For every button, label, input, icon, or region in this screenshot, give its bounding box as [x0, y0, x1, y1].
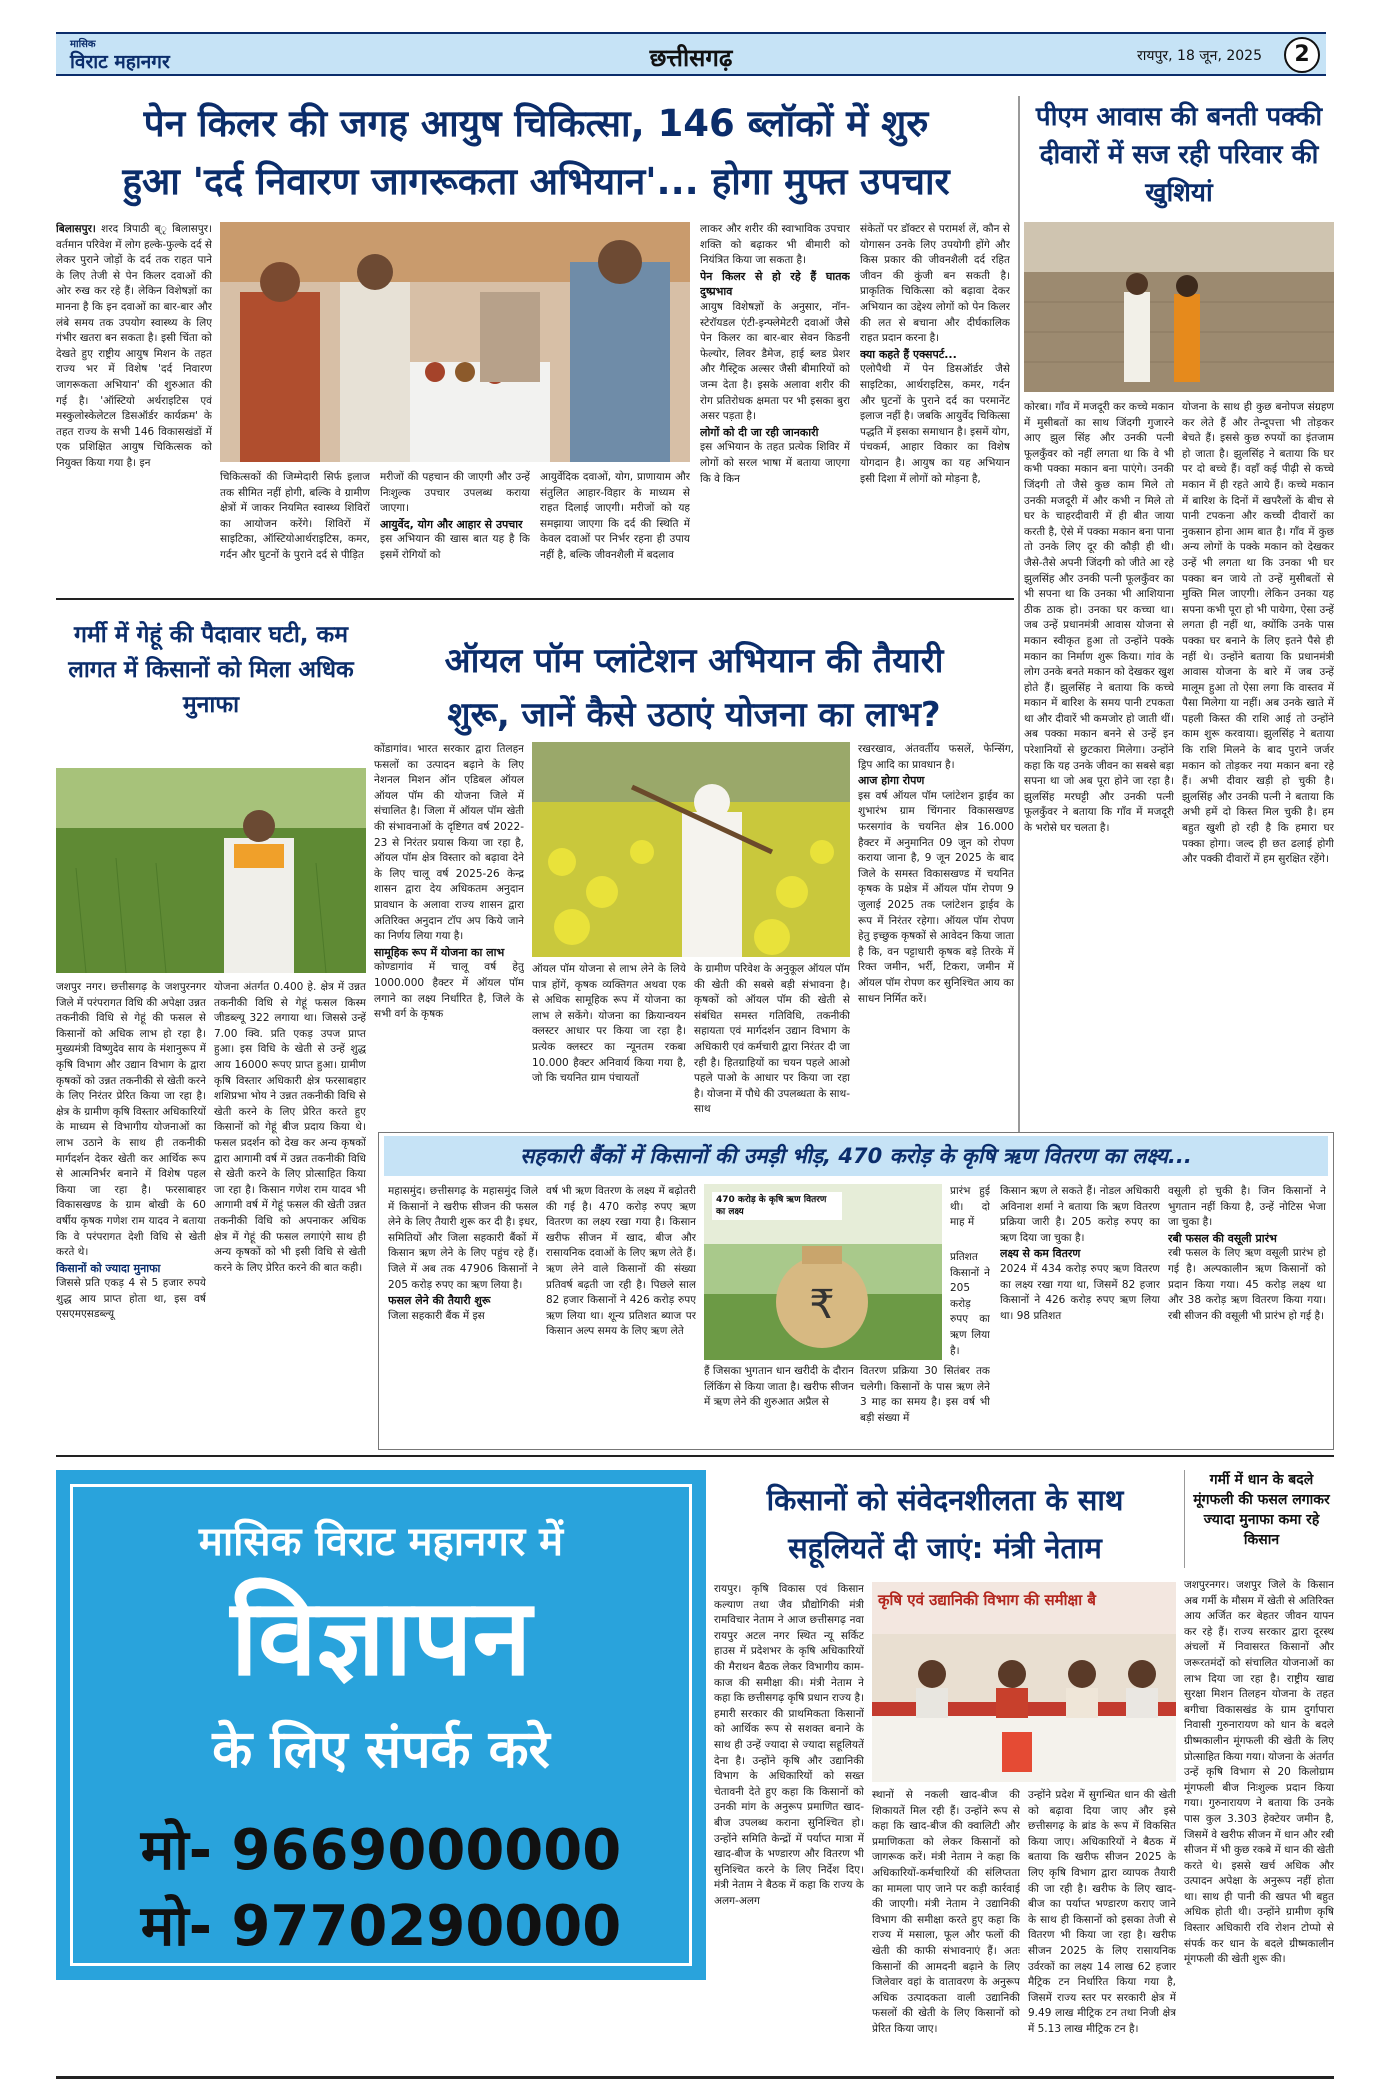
ad-phone-1[interactable]: मो- 9669000000	[140, 1818, 622, 1883]
a3-col1-text: जशपुर नगर। छत्तीसगढ़ के जशपुरनगर जिले में परंपरागत विधि की अपेक्षा उन्नत तकनीकी विधि से गेहूं की फसल से किसानों को अधिक लाभ हो रहा है। मुख्यमंत्री विष्णुदेव साय के मंशानुरूप में कृषि विभाग और उद्यान विभाग के द्वारा कृषकों को उन्नत तकनीकी से खेती करने के लिए निरंतर प्रेरित किया जा रहा है। क्षेत्र के ग्रामीण कृषि विस्तार अधिकारियों के माध्यम से विभागीय योजनाओं का लाभ उठाने के साथ ही तकनीकी मार्गदर्शन देकर खेती कर आर्थिक रूप से आत्मनिर्भर बनाने में विशेष पहल किया जा रहा है। फरसाबाहर विकासखण्ड के ग्राम बोखी के 60 वर्षीय कृषक गणेश राम यादव ने बताया कि वे परंपरागत देशी विधि से खेती करते थे।	[56, 981, 206, 1259]
a5-col4b-text: 2024 में 434 करोड़ रुपए ऋण वितरण का लक्ष्य रखा गया था, जिसमें 82 हजार किसानों ने 426 करोड़ रुपए ऋण लिया था। 98 प्रतिशत	[1000, 1262, 1160, 1322]
a4-col1-text: कोंडागांव। भारत सरकार द्वारा तिलहन फसलों का उत्पादन बढ़ाने के लिए नेशनल मिशन ऑन एडिबल ऑयल ऑयल पॉम की योजना जिले में संचालित है। जिला में ऑयल पॉम खेती की संभावनाओं के दृष्टिगत वर्ष 2022-23 से निरंतर प्रयास किया जा रहा है, ऑयल पॉम क्षेत्र विस्तार को बढ़ावा देने के लिए चालू वर्ष 2025-26 केन्द्र शासन द्वारा देय अधिकतम अनुदान प्रावधान के अलावा राज्य शासन द्वारा अतिरिक्त अनुदान टॉप अप किये जाने का निर्णय लिया गया है।	[374, 743, 524, 943]
a5-col4-subhead: लक्ष्य से कम वितरण	[1000, 1247, 1081, 1261]
a1-headline-1: पेन किलर की जगह आयुष चिकित्सा, 146 ब्लॉकों में शुरु	[143, 102, 929, 145]
a5-col1-text: महासमुंद। छत्तीसगढ़ के महासमुंद जिले में किसानों ने खरीफ सीजन की फसल लेने के लिए तैयारी शुरू कर दी है। इधर, समितियों और जिला सहकारी बैंकों में किसान ऋण लेने के लिए पहुंच रहे हैं। जिले में अब तक 47906 किसानों ने 205 करोड़ रुपए का ऋण लिया है।	[388, 1185, 538, 1291]
a1-headline-2: हुआ 'दर्द निवारण जागरूकता अभियान'... होगा मुफ्त उपचार	[122, 160, 950, 203]
a5-col3b: प्रतिशत किसानों ने 205 करोड़ रुपए का ऋण लिया है।	[950, 1251, 990, 1357]
a1-col2: चिकित्सकों की जिम्मेदारी सिर्फ इलाज तक सीमित नहीं होगी, बल्कि वे ग्रामीण क्षेत्रों में जाकर नियमित स्वास्थ्य शिविरों का आयोजन करेंगे। शिविरों में साइटिका, ऑस्टियोआर्थराइटिस, कमर, गर्दन और घुटनों के पुराने दर्द से पीड़ित	[220, 471, 370, 561]
divider-a1-bottom	[56, 598, 1014, 600]
ad-box	[56, 1470, 706, 1980]
a2-col1: कोरबा। गाँव में मजदूरी कर कच्चे मकान में मुसीबतों का साथ जिंदगी गुजारने आए झुल सिंह और उनकी पत्नी फूलकुँवर को नहीं लगता था कि वे भी कभी पक्का मकान बना पाएंगे। उनकी जिंदगी तो जैसे कुछ काम मिले तो उनकी मजदूरी में और कभी न मिले तो घर के चाहरदीवारी में ही बीत जाया करती है, ऐसे में पक्का मकान बना पाना तो उनके लिए दूर की कौड़ी ही थी। जैसे-तैसे अपनी जिंदगी को जीते आ रहे झुलसिंह और उनकी पत्नी फूलकुँवर का भी सपना था कि उनका भी आशियाना ठीक ठाक हो। उनका घर कच्चा था। जब उन्हें प्रधानमंत्री आवास योजना से मकान स्वीकृत हुआ तो उन्होंने पक्के मकान का निर्माण शुरू किया। गांव के लोग उनके बनते मकान को देखकर खुश होते हैं। झुलसिंह ने बताया कि कच्चे मकान में बारिश के समय पानी टपकता था और दीवारें भी कमजोर हो जाती थीं। अब पक्का मकान बनने से उन्हें इन परेशानियों से छुटकारा मिलेगा। उन्होंने कहा कि यह उनके जीवन का सबसे बड़ा सपना था जो अब पूरा होने जा रहा है। झुलसिंह मरघट्टी और उनकी पत्नी फूलकुँवर ने बताया कि गाँव में मजदूरी के भरोसे घर चलता है।	[1024, 401, 1174, 835]
divider-right-column	[1018, 96, 1020, 1156]
a1-col4: आयुर्वेदिक दवाओं, योग, प्राणायाम और संतुलित आहार-विहार के माध्यम से राहत दिलाई जाएगी। मरीजों को यह समझाया जाएगा कि दर्द की स्थिति में केवल दवाओं पर निर्भर रहना ही उपाय नहीं है, बल्कि जीवनशैली में बदलाव	[540, 471, 690, 561]
a4-headline-1: ऑयल पॉम प्लांटेशन अभियान की तैयारी	[444, 641, 944, 681]
masthead-kicker: मासिक	[70, 39, 96, 50]
divider-bottom	[56, 2076, 1334, 2079]
a2-col2: योजना के साथ ही कुछ बनोपज संग्रहण कर लेते हैं और तेन्दूपत्ता भी तोड़कर बेचते हैं। इससे कुछ रुपयों का इंतजाम हो जाता है। झुलसिंह ने बताया कि घर पर दो बच्चे हैं। वहाँ कई पीढ़ी से कच्चे मकान में ही रहते आये हैं। कच्चे मकान में बारिश के दिनों में खपरैलों के बीच से पानी टपकना और कच्ची दीवारों का नुकसान होना आम बात है। गाँव में कुछ अन्य लोगों के पक्के मकान को देखकर उन्हें भी लगता था कि उनका भी घर पक्का बन जाये तो उन्हें मुसीबतों से मुक्ति मिल जाएगी। लेकिन उनका यह सपना कभी पूरा हो भी पायेगा, ऐसा उन्हें लगता ही नहीं था, क्योंकि उनके पास पक्का घर बनाने के लिए इतने पैसे ही नहीं थे। उन्होंने बताया कि प्रधानमंत्री आवास योजना के बारे में जब उन्हें मालूम हुआ तो ऐसा लगा कि वास्तव में पैसा मिलेगा या नहीं। अब उनके खाते में पहली किस्त की राशि आई तो उन्होंने काम शुरू करवाया। झुलसिंह ने बताया कि राशि मिलने के बाद पुराने जर्जर मकान को तोड़कर नया मकान बना रहे हैं। अभी दीवार खड़ी हो चुकी है। झुलसिंह और उनकी पत्नी ने बताया कि अभी हमें दो किस्त मिल चुकी है। हम बहुत खुशी हो रही है कि हमारा घर पक्का होगा। जल्द ही छत ढलाई होगी और पक्की दीवारों में हम सुरक्षित रहेंगे।	[1182, 401, 1334, 866]
a6-col1: रायपुर। कृषि विकास एवं किसान कल्याण तथा जैव प्रौद्योगिकी मंत्री रामविचार नेताम ने आज छत्तीसगढ़ नवा रायपुर अटल नगर स्थित न्यू सर्किट हाउस में प्रदेशभर के कृषि अधिकारियों की मैराथन बैठक लेकर विभागीय काम-काज की समीक्षा की। मंत्री नेताम ने कहा कि छत्तीसगढ़ कृषि प्रधान राज्य है। हमारी सरकार की प्राथमिकता किसानों को आर्थिक रूप से सशक्त बनाने के साथ ही उन्हें ज्यादा से ज्यादा सहूलियतें देना है। उन्होंने कृषि और उद्यानिकी विभाग के अधिकारियों को सख्त चेतावनी देते हुए कहा कि किसानों को उनकी मांग के अनुरूप प्रमाणित खाद-बीज उपलब्ध कराना सुनिश्चित हो। उन्होंने समिति केन्द्रों में पर्याप्त मात्रा में खाद-बीज के भण्डारण और वितरण भी सुनिश्चित करने के लिए निर्देश दिए। मंत्री नेताम ने बैठक में कहा कि राज्य के अलग-अलग	[714, 1583, 864, 1907]
a3-col2: योजना अंतर्गत 0.400 हे. क्षेत्र में उन्नत तकनीकी विधि से गेहूं फसल किस्म जीडब्ल्यू 322 लगाया था। जिससे उन्हें 7.00 क्वि. प्रति एकड़ उपज प्राप्त हुआ। इस विधि के खेती से उन्हें शुद्ध आय 16000 रूपए प्राप्त हुआ। ग्रामीण कृषि विस्तार अधिकारी क्षेत्र फरसाबहार शशिप्रभा भोय ने उन्नत तकनीकी विधि से खेती करने के लिए प्रेरित करते हुए किसानों को गेहूं बीज प्रदाय किया थे। फसल प्रदर्शन को देख कर अन्य कृषकों द्वारा आगामी वर्ष में उन्नत तकनीकी विधि से खेती करने के लिए प्रोत्साहित किया जा रहा है। किसान गणेश राम यादव भी आगामी वर्ष में गेहूं फसल की खेती उन्नत तकनीकी विधि को अपनाकर अधिक क्षेत्र में गेहूं की फसल लगाएंगे साथ ही अन्य कृषकों को भी इसी विधि से खेती करने के लिए प्रेरित करने की बात कही।	[214, 981, 366, 1274]
a5-col1-subhead: फसल लेने की तैयारी शुरू	[388, 1294, 491, 1308]
a5-photo-caption: 470 करोड़ के कृषि ऋण वितरण का लक्ष्य	[712, 1192, 842, 1220]
divider-middle	[56, 1455, 1334, 1457]
a3-col1-subhead: किसानों को ज्यादा मुनाफा	[56, 1261, 161, 1275]
a1-col5-subhead-2: लोगों को दी जा रही जानकारी	[700, 425, 819, 439]
a5-col1b-text: जिला सहकारी बैंक में इस	[388, 1309, 485, 1322]
a5-col2: वर्ष भी ऋण वितरण के लक्ष्य में बढ़ोतरी की गई है। 470 करोड़ रुपए ऋण वितरण का लक्ष्य रखा गया है। किसान खरीफ सीजन में खाद, बीज और रासायनिक दवाओं के लिए ऋण लेते हैं। ऋण लेने वाले किसानों की संख्या प्रतिवर्ष बढ़ती जा रही है। पिछले साल 82 हजार किसानों ने 426 करोड़ रुपए ऋण लिया था। शून्य प्रतिशत ब्याज पर किसान अल्प समय के लिए ऋण लेते	[546, 1185, 696, 1338]
a4-headline-2: शुरू, जानें कैसे उठाएं योजना का लाभ?	[447, 695, 941, 735]
a5-col3a: प्रारंभ हुई थी। दो माह में	[950, 1185, 990, 1229]
issue-date: रायपुर, 18 जून, 2025	[1136, 48, 1262, 64]
a4-photo-oilpalm-field	[532, 742, 850, 957]
a5-headline: सहकारी बैंकों में किसानों की उमड़ी भीड़, 470 करोड़ के कृषि ऋण वितरण का लक्ष्य...	[520, 1144, 1192, 1168]
a4-col4-subhead: आज होगा रोपण	[858, 774, 925, 788]
a2-photo-house	[1024, 222, 1334, 392]
a7-headline: गर्मी में धान के बदले मूंगफली की फसल लगाकर ज्यादा मुनाफा कमा रहे किसान	[1193, 1472, 1330, 1548]
a1-col1	[56, 222, 212, 587]
a4-col3: के ग्रामीण परिवेश के अनुकूल ऑयल पॉम की खेती की सबसे बड़ी संभावना है। कृषकों को ऑयल पॉम की खेती से संबंधित समस्त गतिविधि, तकनीकी सहायता एवं मार्गदर्शन उद्यान विभाग के अधिकारी एवं कर्मचारी द्वारा निरंतर दी जा रही है। हितग्राहियों का चयन पहले आओ पहले पाओ के आधार पर किया जा रहा है। योजना में पौधे की उपलब्धता के साथ-साथ	[694, 963, 850, 1116]
a1-col5b-text: आयुष विशेषज्ञों के अनुसार, नॉन-स्टेरॉयडल एंटी-इन्फ्लेमेटरी दवाओं जैसे पेन किलर का बार-बार सेवन किडनी फेल्योर, लिवर डैमेज, हाई ब्लड प्रेशर और गैस्ट्रिक अल्सर जैसी बीमारियों को जन्म देता है। इसके अलावा शरीर की रोग प्रतिरोधक क्षमता पर भी इसका बुरा असर पड़ता है।	[700, 300, 850, 423]
ad-line-2: के लिए संपर्क करे	[212, 1720, 550, 1780]
ad-big-word: विज्ञापन	[230, 1576, 532, 1699]
a4-col2: ऑयल पॉम योजना से लाभ लेने के लिये पात्र होंगें, कृषक व्यक्तिगत अथवा एक से अधिक सामूहिक रूप में योजना का लाभ ले सकेंगे। योजना का क्रियान्वयन क्लस्टर आधार पर किया जा रहा है। प्रत्येक क्लस्टर का न्यूनतम रकबा 10.000 हैक्टर अनिवार्य किया गया है, जो कि चयनित ग्राम पंचायतों	[532, 963, 686, 1085]
a5-col5	[1168, 1184, 1326, 1442]
a6-headline-2: सहूलियतें दी जाएं: मंत्री नेताम	[788, 1531, 1102, 1565]
a6-photo-meeting	[872, 1582, 1176, 1782]
a1-col3b-text: इस अभियान की खास बात यह है कि इसमें रोगियों को	[380, 533, 530, 561]
a1-col5-subhead: पेन किलर से हो रहे हैं घातक दुष्प्रभाव	[700, 269, 850, 299]
a4-col4-text: रखरखाव, अंतवर्तीय फसलें, फेन्सिंग, ड्रिप आदि का प्रावधान है।	[858, 743, 1014, 771]
a5-col5-subhead: रबी फसल की वसूली प्रारंभ	[1168, 1231, 1277, 1245]
a5-col3d: वितरण प्रक्रिया 30 सितंबर तक चलेगी। किसानों के पास ऋण लेने 3 माह का समय है। इस वर्ष भी बड़ी संख्या में	[860, 1365, 990, 1424]
a5-col4	[1000, 1184, 1160, 1442]
a3-photo-wheat-farmer	[56, 768, 366, 973]
a6-headline-1: किसानों को संवेदनशीलता के साथ	[766, 1483, 1124, 1517]
masthead-bar	[56, 32, 1326, 76]
a1-col3	[380, 470, 530, 588]
a1-col5	[700, 222, 850, 587]
a7-headline-box	[1184, 1470, 1334, 1568]
a1-col5c-text: इस अभियान के तहत प्रत्येक शिविर में लोगों को सरल भाषा में बताया जाएगा कि वे किन	[700, 441, 850, 485]
a5-col4-text: किसान ऋण ले सकते हैं। नोडल अधिकारी अविनाश शर्मा ने बताया कि ऋण वितरण प्रक्रिया जारी है। 205 करोड़ रुपए का ऋण दिया जा चुका है।	[1000, 1185, 1160, 1244]
a1-col6-text: संकेतों पर डॉक्टर से परामर्श लें, कौन से योगासन उनके लिए उपयोगी होंगे और किस प्रकार की जीवनशैली दर्द रहित जीवन की कुंजी बन सकती है। प्राकृतिक चिकित्सा को बढ़ावा देकर अभियान का उद्देश्य लोगों को पेन किलर की लत से बचाना और दीर्घकालिक राहत प्रदान करना है।	[860, 223, 1010, 345]
page-number: 2	[1284, 37, 1320, 73]
svg-text:₹: ₹	[809, 1282, 835, 1328]
a5-col3c: हैं जिसका भुगतान धान खरीदी के दौरान लिंकिंग से किया जाता है। खरीफ सीजन में ऋण लेने की शुरुआत अप्रैल से	[704, 1365, 854, 1409]
a6-col3: उन्होंने प्रदेश में सुगन्धित धान की खेती को बढ़ावा दिया जाए और इसे छत्तीसगढ़ के ब्रांड के रूप में विकसित किया जाए। अधिकारियों ने बैठक में बताया कि खरीफ सीजन 2025 के लिए कृषि विभाग द्वारा व्यापक तैयारी की जा रही है। खरीफ के लिए खाद-बीज का पर्याप्त भण्डारण कराए जाने के साथ ही किसानों को इसका तेजी से वितरण भी किया जा रहा है। खरीफ सीजन 2025 के लिए रासायनिक उर्वरकों का लक्ष्य 14 लाख 62 हजार मैट्रिक टन निर्धारित किया गया है, जिसमें राज्य स्तर पर सरकारी क्षेत्र में 9.49 लाख मीट्रिक टन तथा निजी क्षेत्र में 5.13 लाख मीट्रिक टन है।	[1028, 1789, 1176, 2035]
a1-col6	[860, 222, 1010, 587]
a1-col1-lead: बिलासपुर।	[56, 223, 96, 235]
ad-line-1: मासिक विराट महानगर में	[198, 1519, 564, 1565]
a1-photo-health-camp	[220, 222, 690, 462]
a5-photo-money-bag	[704, 1184, 942, 1360]
a1-col3-subhead: आयुर्वेद, योग और आहार से उपचार	[380, 517, 523, 531]
masthead-name: विराट महानगर	[70, 51, 170, 73]
a7-col1: जशपुरनगर। जशपुर जिले के किसान अब गर्मी के मौसम में खेती से अतिरिक्त आय अर्जित कर बेहतर जीवन यापन कर रहे हैं। राज्य सरकार द्वारा दूरस्थ अंचलों में निवासरत किसानों और जरूरतमंदों को संचालित योजनाओं का लाभ दिया जा रहा है। राष्ट्रीय खाद्य सुरक्षा मिशन तिलहन योजना के तहत बगीचा विकासखंड के ग्राम दुर्गापारा निवासी गुरुनारायण को धान के बदले ग्रीष्मकालीन मूंगफली की खेती के लिए प्रोत्साहित किया गया। योजना के अंतर्गत उन्हें कृषि विभाग से 20 किलोग्राम मूंगफली बीज निःशुल्क प्रदान किया गया। गुरुनारायण ने बताया कि उनके पास कुल 3.303 हेक्टेयर जमीन है, जिसमें वे खरीफ सीजन में धान और रबी सीजन में भी कुछ रकबे में धान की खेती करते थे। इससे खर्च अधिक और उत्पादन अपेक्षा के अनुरूप नहीं होता था। साथ ही पानी की खपत भी बहुत अधिक होती थी। उन्होंने ग्रामीण कृषि विस्तार अधिकारी रवि रोशन टोप्पो से संपर्क कर धान के बदले ग्रीष्मकालीन मूंगफली की खेती शुरू की।	[1184, 1579, 1334, 1966]
a6-col2: स्थानों से नकली खाद-बीज की शिकायतें मिल रही हैं। उन्होंने रूप से कहा कि खाद-बीज की क्वालिटी और प्रमाणिकता को लेकर किसानों को जागरूक करें। मंत्री नेताम ने कहा कि अधिकारियों-कर्मचारियों की संलिप्तता का मामला पाए जाने पर कड़ी कार्रवाई की जाएगी। मंत्री नेताम ने उद्यानिकी विभाग की समीक्षा करते हुए कहा कि राज्य में मसाला, फूल और फलों की खेती की काफी संभावनाएं हैं। अतः किसानों की आमदनी बढ़ाने के लिए जिलेवार वहां के वातावरण के अनुरूप अधिक उत्पादकता वाली उद्यानिकी फसलों की खेती के लिए किसानों को प्रेरित किया जाए।	[872, 1789, 1020, 2035]
a3-col1	[56, 980, 206, 1445]
a4-col1-subhead: सामूहिक रूप में योजना का लाभ	[374, 945, 505, 959]
a3-headline: गर्मी में गेहूं की पैदावार घटी, कम लागत में किसानों को मिला अधिक मुनाफा	[68, 622, 354, 718]
a1-col6b-text: एलोपैथी में पेन डिसऑर्डर जैसे साइटिका, आर्थराइटिस, कमर, गर्दन और घुटनों के पुराने दर्द का परमानेंट इलाज नहीं है। जबकि आयुर्वेद चिकित्सा पद्धति में इसका समाधान है। इसमें योग, पंचकर्म, आहार विकार का विशेष योगदान है। आयुष का यह अभियान इसी दिशा में लोगों को मोड़ना है,	[860, 363, 1010, 485]
ad-phone-2[interactable]: मो- 9770290000	[140, 1894, 622, 1959]
a1-col5-text: लाकर और शरीर की स्वाभाविक उपचार शक्ति को बढ़ाकर भी बीमारी को नियंत्रित किया जा सकता है।	[700, 223, 850, 267]
a6-photo-banner: कृषि एवं उद्यानिकी विभाग की समीक्षा बै	[878, 1591, 1096, 1609]
a2-headline: पीएम आवास की बनती पक्की दीवारों में सज रही परिवार की खुशियां	[1035, 102, 1323, 208]
a5-col5b-text: रबी फसल के लिए ऋण वसूली प्रारंभ हो गई है। अल्पकालीन ऋण किसानों को प्रदान किया गया। 45 करोड़ लक्ष्य था और 38 करोड़ ऋण वितरण किया गया। रबी सीजन की वसूली भी प्रारंभ हो गई है।	[1168, 1247, 1326, 1322]
a1-col1-text: शरद त्रिपाठी ब्ृ बिलासपुर। वर्तमान परिवेश में लोग हल्के-फुल्के दर्द से लेकर पुराने जोड़ों के दर्द तक राहत पाने के लिए तेजी से पेन किलर दवाओं की ओर रुख कर रहे हैं। लेकिन विशेषज्ञों का मानना है कि इन दवाओं का बार-बार और लंबे समय तक उपयोग स्वास्थ्य के लिए गंभीर खतरा बन सकता है। इसी चिंता को देखते हुए राष्ट्रीय आयुष मिशन के तहत राज्य भर में विशेष 'दर्द निवारण जागरूकता अभियान' की शुरुआत की गई है। 'ऑस्टियो अर्थराइटिस एवं मस्कुलोस्केलेटल डिसऑर्डर कार्यक्रम' के तहत राज्य के सभी 146 विकासखंडों में एक प्रशिक्षित आयुष चिकित्सक को नियुक्त किया गया है। इन	[56, 223, 212, 469]
a4-col1b-text: कोण्डागांव में चालू वर्ष हेतु 1000.000 हैक्टर में ऑयल पॉम लगाने का लक्ष्य निर्धारित है, जिले के सभी वर्ग के कृषक	[374, 961, 524, 1021]
a1-col6-subhead: क्या कहते हैं एक्सपर्ट...	[860, 347, 957, 361]
a4-col4	[858, 742, 1014, 1148]
a4-col4b-text: इस वर्ष ऑयल पॉम प्लांटेशन ड्राईव का शुभारंभ ग्राम चिंगनार विकासखण्ड फरसगांव के चयनित क्षेत्र 16.000 हैक्टर में अनुमानित 09 जून को रोपण कराया जाना है, 9 जून 2025 के बाद जिले के समस्त विकासखण्ड में चयनित कृषक के प्रक्षेत्र में ऑयल पॉम रोपण 9 जुलाई 2025 तक प्लांटेशन ड्राईव के रूप में निरंतर रहेगा। ऑयल पॉम रोपण हेतु इच्छुक कृषकों से आवेदन किया जाता है कि, वन पट्टाधारी कृषक बड़े तिरके में रिक्त जमीन, भर्री, टिकरा, जमीन में ऑयल पॉम रोपण कर सुनिश्चित आय का साधन निर्मित करें।	[858, 789, 1014, 1005]
a4-col1	[374, 742, 524, 1147]
a1-col3-text: मरीजों की पहचान की जाएगी और उन्हें निःशुल्क उपचार उपलब्ध कराया जाएगा।	[380, 471, 530, 515]
a5-col1	[388, 1184, 538, 1442]
section-name: छत्तीसगढ़	[649, 44, 733, 72]
a5-col5-text: वसूली हो चुकी है। जिन किसानों ने भुगतान नहीं किया है, उन्हें नोटिस भेजा जा चुका है।	[1168, 1185, 1326, 1229]
a3-col1b-text: जिससे प्रति एकड़ 4 से 5 हजार रुपये शुद्ध आय प्राप्त होता था, इस वर्ष एसएमएसडब्ल्यू	[56, 1277, 206, 1321]
